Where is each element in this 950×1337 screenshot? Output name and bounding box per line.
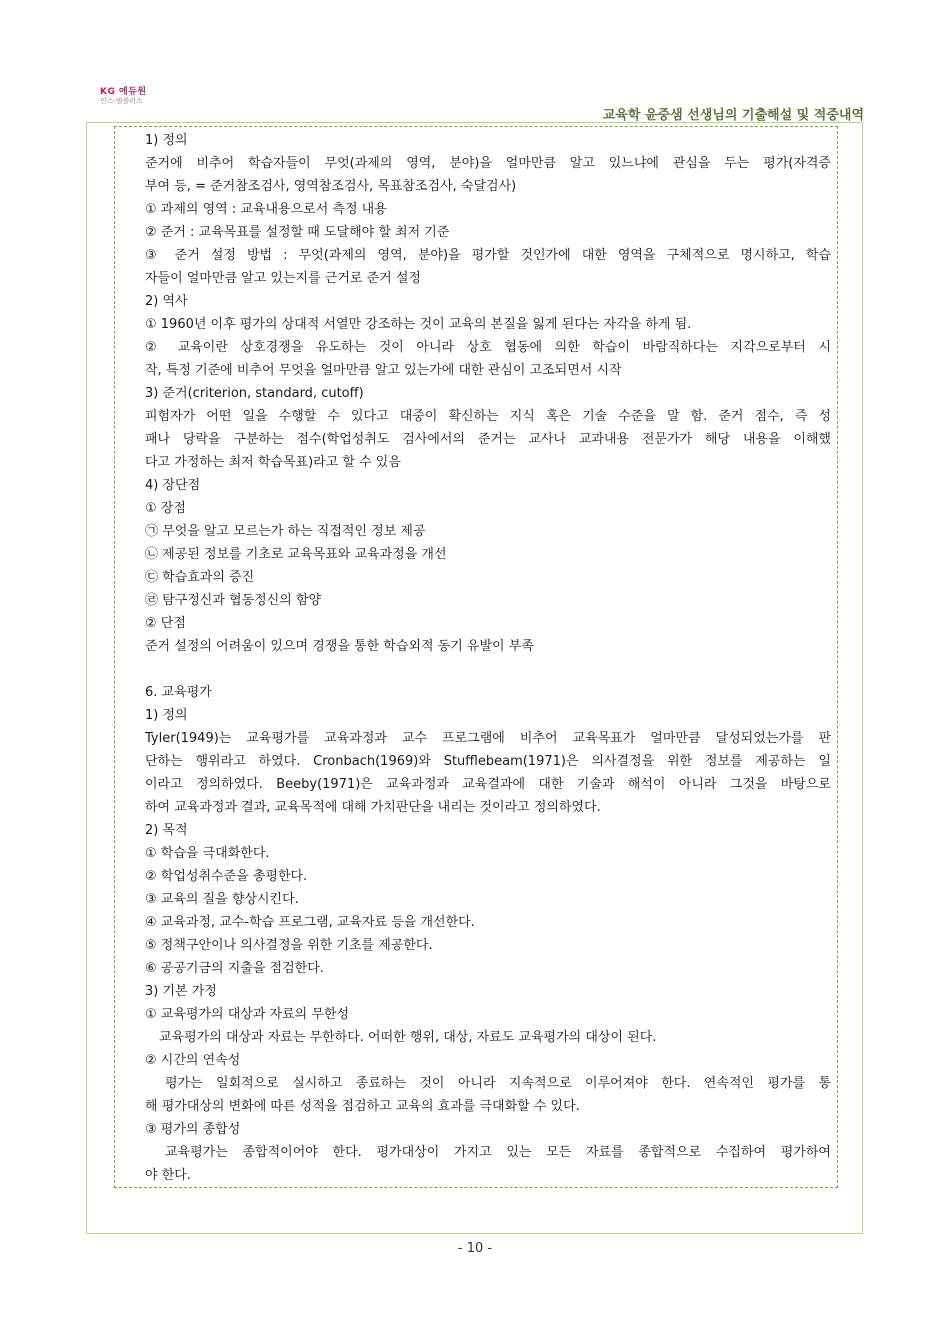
text-line: 단하는 행위라고 하였다. Cronbach(1969)와 Stufflebeam(1971)은 의사결정을 위한 정보를 제공하는 일 — [145, 754, 831, 769]
text-line: ① 학습을 극대화한다. — [145, 846, 270, 861]
text-line: 2) 목적 — [145, 823, 188, 838]
logo-subtitle: 인스·범플러스 — [100, 97, 143, 105]
text-line: ② 학업성취수준을 총평한다. — [145, 869, 308, 884]
text-line: 패나 당락을 구분하는 점수(학업성취도 검사에서의 준거는 교사나 교과내용 전문가가 해당 내용을 이해했 — [145, 432, 831, 447]
logo-mark: KG — [100, 87, 116, 97]
text-line: ⑥ 공공기금의 지출을 점검한다. — [145, 961, 324, 976]
text-line: ② 교육이란 상호경쟁을 유도하는 것이 아니라 상호 협동에 의한 학습이 바람직하다는 지각으로부터 시 — [145, 340, 831, 355]
document-body — [145, 129, 831, 1187]
text-line: ㉢ 학습효과의 증진 — [145, 570, 255, 585]
text-line: 야 한다. — [145, 1168, 191, 1183]
text-line: ② 시간의 연속성 — [145, 1053, 241, 1068]
text-line: Tyler(1949)는 교육평가를 교육과정과 교수 프로그램에 비추어 교육목표가 얼마만큼 달성되었는가를 판 — [145, 731, 831, 746]
text-line: ④ 교육과정, 교수-학습 프로그램, 교육자료 등을 개선한다. — [145, 915, 475, 930]
text-line: 준거 설정의 어려움이 있으며 경쟁을 통한 학습외적 동기 유발이 부족 — [145, 639, 534, 654]
text-line: 작, 특정 기준에 비추어 무엇을 얼마만큼 알고 있는가에 대한 관심이 고조되면서 시작 — [145, 363, 622, 378]
blank-line — [145, 658, 831, 681]
text-line: ⑤ 정책구안이나 의사결정을 위한 기초를 제공한다. — [145, 938, 433, 953]
logo-mark-tail: 에듀원 — [119, 87, 147, 97]
text-line: ③ 교육의 질을 향상시킨다. — [145, 892, 299, 907]
text-line: ② 단점 — [145, 616, 186, 631]
text-line: 교육평가의 대상과 자료는 무한하다. 어떠한 행위, 대상, 자료도 교육평가의 대상이 된다. — [159, 1030, 657, 1045]
text-line: 해 평가대상의 변화에 따른 성적을 점검하고 교육의 효과를 극대화할 수 있다. — [145, 1099, 580, 1114]
text-line: ㉣ 탐구정신과 협동정신의 함양 — [145, 593, 322, 608]
text-line: 3) 기본 가정 — [145, 984, 217, 999]
text-line: 다고 가정하는 최저 학습목표)라고 할 수 있음 — [145, 455, 401, 470]
text-line: 1) 정의 — [145, 708, 188, 723]
text-line: 준거에 비추어 학습자들이 무엇(과제의 영역, 분야)을 얼마만큼 알고 있느냐에 관심을 두는 평가(자격증 — [145, 156, 831, 171]
text-line: ② 준거 : 교육목표를 설정할 때 도달해야 할 최저 기준 — [145, 225, 450, 240]
publisher-logo — [100, 84, 160, 108]
text-line: 자들이 얼마만큼 알고 있는지를 근거로 준거 설정 — [145, 271, 421, 286]
section-heading: 6. 교육평가 — [145, 685, 212, 700]
text-line: 피험자가 어떤 일을 수행할 수 있다고 대중이 확신하는 지식 혹은 기술 수준을 말 함. 준거 점수, 즉 성 — [145, 409, 831, 424]
text-line: 2) 역사 — [145, 294, 188, 309]
page-number: - 10 - — [457, 1241, 493, 1256]
text-line: ① 과제의 영역 : 교육내용으로서 측정 내용 — [145, 202, 387, 217]
text-line: 3) 준거(criterion, standard, cutoff) — [145, 386, 364, 401]
text-line: 4) 장단점 — [145, 478, 201, 493]
text-line: 하여 교육과정과 결과, 교육목적에 대해 가치판단을 내리는 것이라고 정의하였다. — [145, 800, 601, 815]
header-title: 교육학 윤중샘 선생님의 기출해설 및 적중내역 — [602, 108, 864, 123]
text-line: 교육평가는 종합적이어야 한다. 평가대상이 가지고 있는 모든 자료를 종합적으로 수집하여 평가하여 — [165, 1145, 831, 1160]
text-line: ㉡ 제공된 정보를 기초로 교육목표와 교육과정을 개선 — [145, 547, 447, 562]
text-line: ① 장점 — [145, 501, 186, 516]
text-line: 1) 정의 — [145, 133, 188, 148]
text-line: 부여 등, = 준거참조검사, 영역참조검사, 목표참조검사, 숙달검사) — [145, 179, 517, 194]
text-line: 이라고 정의하였다. Beeby(1971)은 교육과정과 교육결과에 대한 기술과 해석이 아니라 그것을 바탕으로 — [145, 777, 831, 792]
text-line: ① 교육평가의 대상과 자료의 무한성 — [145, 1007, 349, 1022]
text-line: 평가는 일회적으로 실시하고 종료하는 것이 아니라 지속적으로 이루어져야 한다. 연속적인 평가를 통 — [165, 1076, 831, 1091]
text-line: ① 1960년 이후 평가의 상대적 서열만 강조하는 것이 교육의 본질을 잃게 된다는 자각을 하게 됨. — [145, 317, 692, 332]
text-line: ㉠ 무엇을 알고 모르는가 하는 직접적인 정보 제공 — [145, 524, 426, 539]
text-line: ③ 평가의 종합성 — [145, 1122, 241, 1137]
text-line: ③ 준거 설정 방법 : 무엇(과제의 영역, 분야)을 평가할 것인가에 대한 영역을 구체적으로 명시하고, 학습 — [145, 248, 831, 263]
